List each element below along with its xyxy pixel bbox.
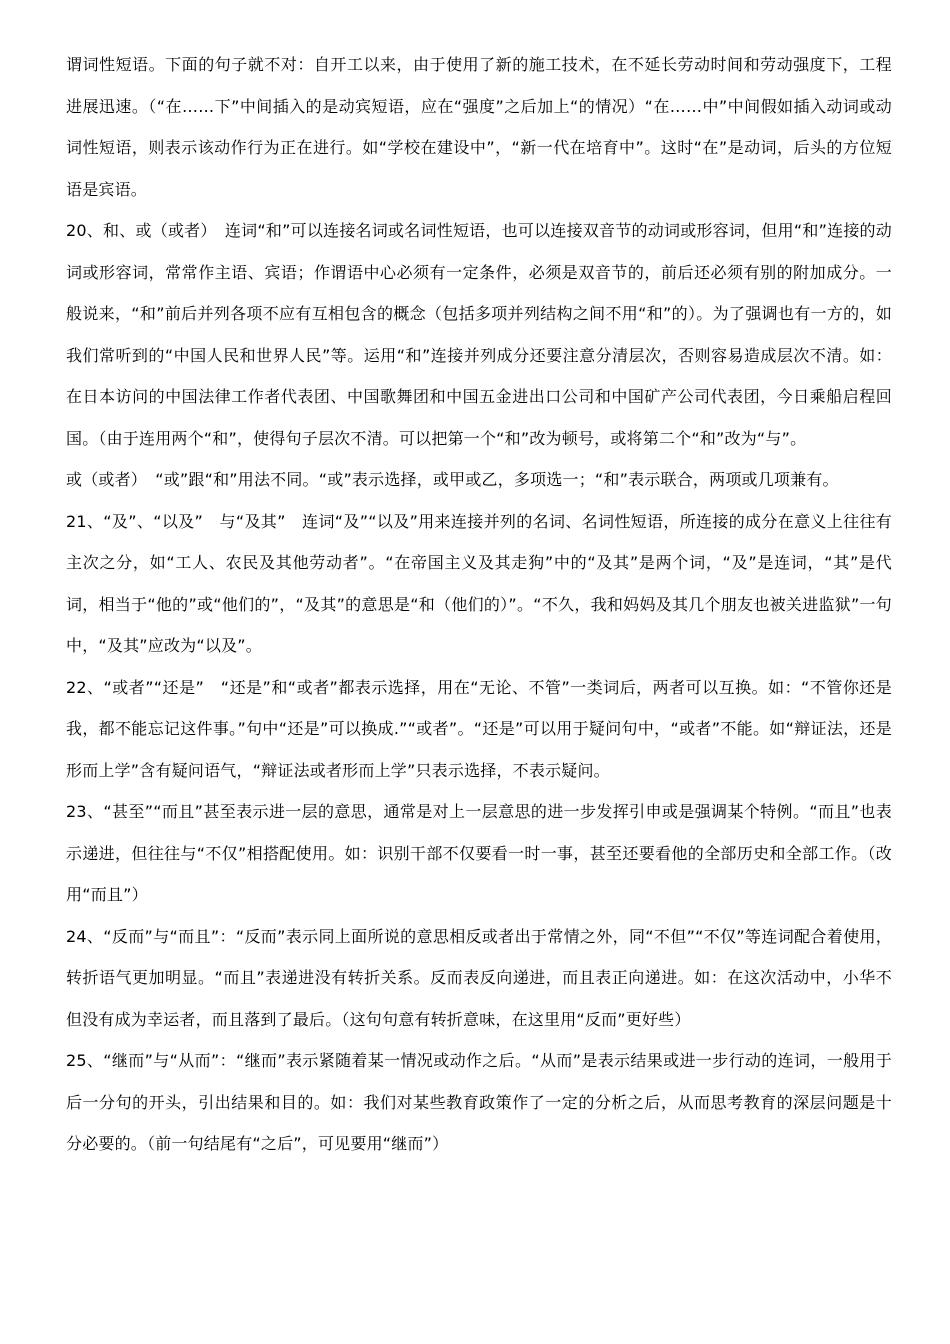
paragraph-23-shenzhi-erqie: 23、“甚至”“而且”甚至表示进一层的意思，通常是对上一层意思的进一步发挥引申或是强调某个特例。“而且”也表示递进，但往往与“不仅”相搭配使用。如：识别干部不仅要看一时一事，甚至还要看他的全部历史和全部工作。（改用“而且”） [66, 802, 892, 904]
paragraph-25-jier-conger: 25、“继而”与“从而”：“继而”表示紧随着某一情况或动作之后。“从而”是表示结果或进一步行动的连词，一般用于后一分句的开头，引出结果和目的。如：我们对某些教育政策作了一定的分析之后，从而思考教育的深层问题是十分必要的。（前一句结尾有“之后”，可见要用“继而”） [66, 1051, 892, 1153]
paragraph-21-ji-yiji: 21、“及”、“以及” 与“及其” 连词“及”“以及”用来连接并列的名词、名词性短语，所连接的成分在意义上往往有主次之分，如“工人、农民及其他劳动者”。“在帝国主义及其走狗”中的“及其”是两个词，“及”是连词，“其”是代词，相当于“他的”或“他们的”，“及其”的意思是“和（他们的）”。“不久，我和妈妈及其几个朋友也被关进监狱”一句中，“及其”应改为“以及”。 [66, 511, 892, 655]
document-page [66, 44, 892, 1165]
paragraph-22-huozhe-haishi: 22、“或者”“还是” “还是”和“或者”都表示选择，用在“无论、不管”一类词后，两者可以互换。如：“不管你还是我，都不能忘记这件事。”句中“还是”可以换成.”“或者”。“还是”可以用于疑问句中，“或者”不能。如“辩证法，还是形而上学”含有疑问语气，“辩证法或者形而上学”只表示选择，不表示疑问。 [66, 677, 892, 780]
paragraph-20-he-huo: 20、和、或（或者） 连词“和”可以连接名词或名词性短语，也可以连接双音节的动词或形容词，但用“和”连接的动词或形容词，常常作主语、宾语；作谓语中心必须有一定条件，必须是双音节的，前后还必须有别的附加成分。一般说来，“和”前后并列各项不应有互相包含的概念（包括多项并列结构之间不用“和”的）。为了强调也有一方的，如我们常听到的“中国人民和世界人民”等。运用“和”连接并列成分还要注意分清层次，否则容易造成层次不清。如：在日本访问的中国法律工作者代表团、中国歌舞团和中国五金进出口公司和中国矿产公司代表团，今日乘船启程回国。（由于连用两个“和”，使得句子层次不清。可以把第一个“和”改为顿号，或将第二个“和”改为“与”。 [66, 221, 892, 448]
paragraph-huo-huozhe: 或（或者） “或”跟“和”用法不同。“或”表示选择，或甲或乙，多项选一；“和”表示联合，两项或几项兼有。 [66, 470, 839, 489]
paragraph-24-faner-erqie: 24、“反而”与“而且”：“反而”表示同上面所说的意思相反或者出于常情之外，同“不但”“不仅”等连词配合着使用，转折语气更加明显。“而且”表递进没有转折关系。反而表反向递进，而且表正向递进。如：在这次活动中，小华不但没有成为幸运者，而且落到了最后。（这句句意有转折意味，在这里用“反而”更好些） [66, 926, 892, 1029]
paragraph-intro: 谓词性短语。下面的句子就不对：自开工以来，由于使用了新的施工技术，在不延长劳动时间和劳动强度下，工程进展迅速。（“在……下”中间插入的是动宾短语，应在“强度”之后加上“的情况）“在……中”中间假如插入动词或动词性短语，则表示该动作行为正在进行。如“学校在建设中”，“新一代在培育中”。这时“在”是动词，后头的方位短语是宾语。 [66, 55, 892, 199]
